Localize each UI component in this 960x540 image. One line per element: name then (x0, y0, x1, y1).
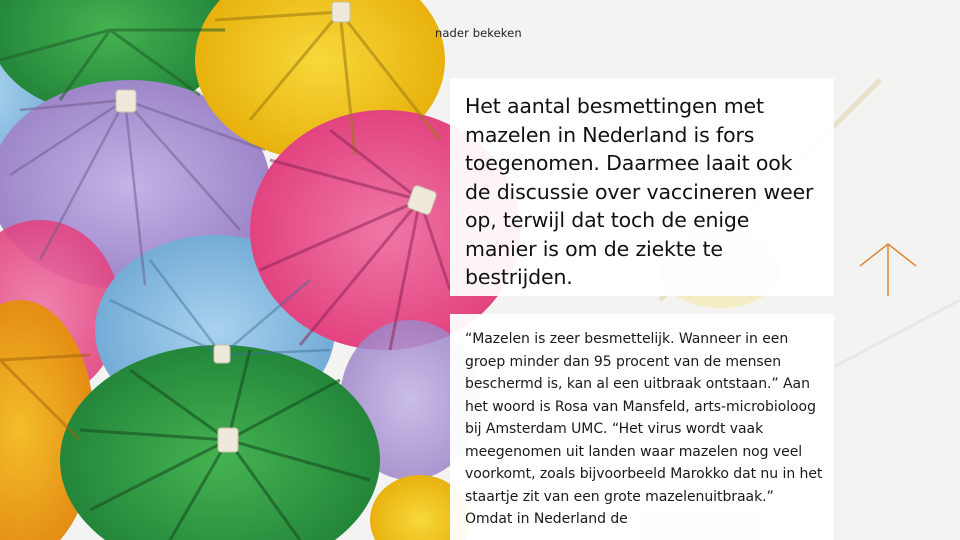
section-label: nader bekeken (435, 26, 522, 40)
up-arrow-icon[interactable] (857, 238, 919, 300)
article-lead: Het aantal besmettingen met mazelen in Nederland is fors toegenomen. Daarmee laait ook de discussie over vaccineren weer op, terwijl dat toch de enige manier is om de ziekte te bestrijden. (465, 94, 814, 289)
article-body: “Mazelen is zeer besmettelijk. Wanneer in een groep minder dan 95 procent van de mensen beschermd is, kan al een uitbraak ontstaan.” Aan het woord is Rosa van Mansfeld, arts-microbioloog bij Amsterdam UMC. “Het virus wordt vaak meegenomen uit landen waar mazelen nog veel voorkomt, zoals bijvoorbeeld Marokko dat nu in het staartje zit van een grote mazelenuitbraak.” Omdat in Nederland de (465, 331, 823, 527)
lead-box (450, 78, 834, 296)
body-box (450, 314, 834, 540)
